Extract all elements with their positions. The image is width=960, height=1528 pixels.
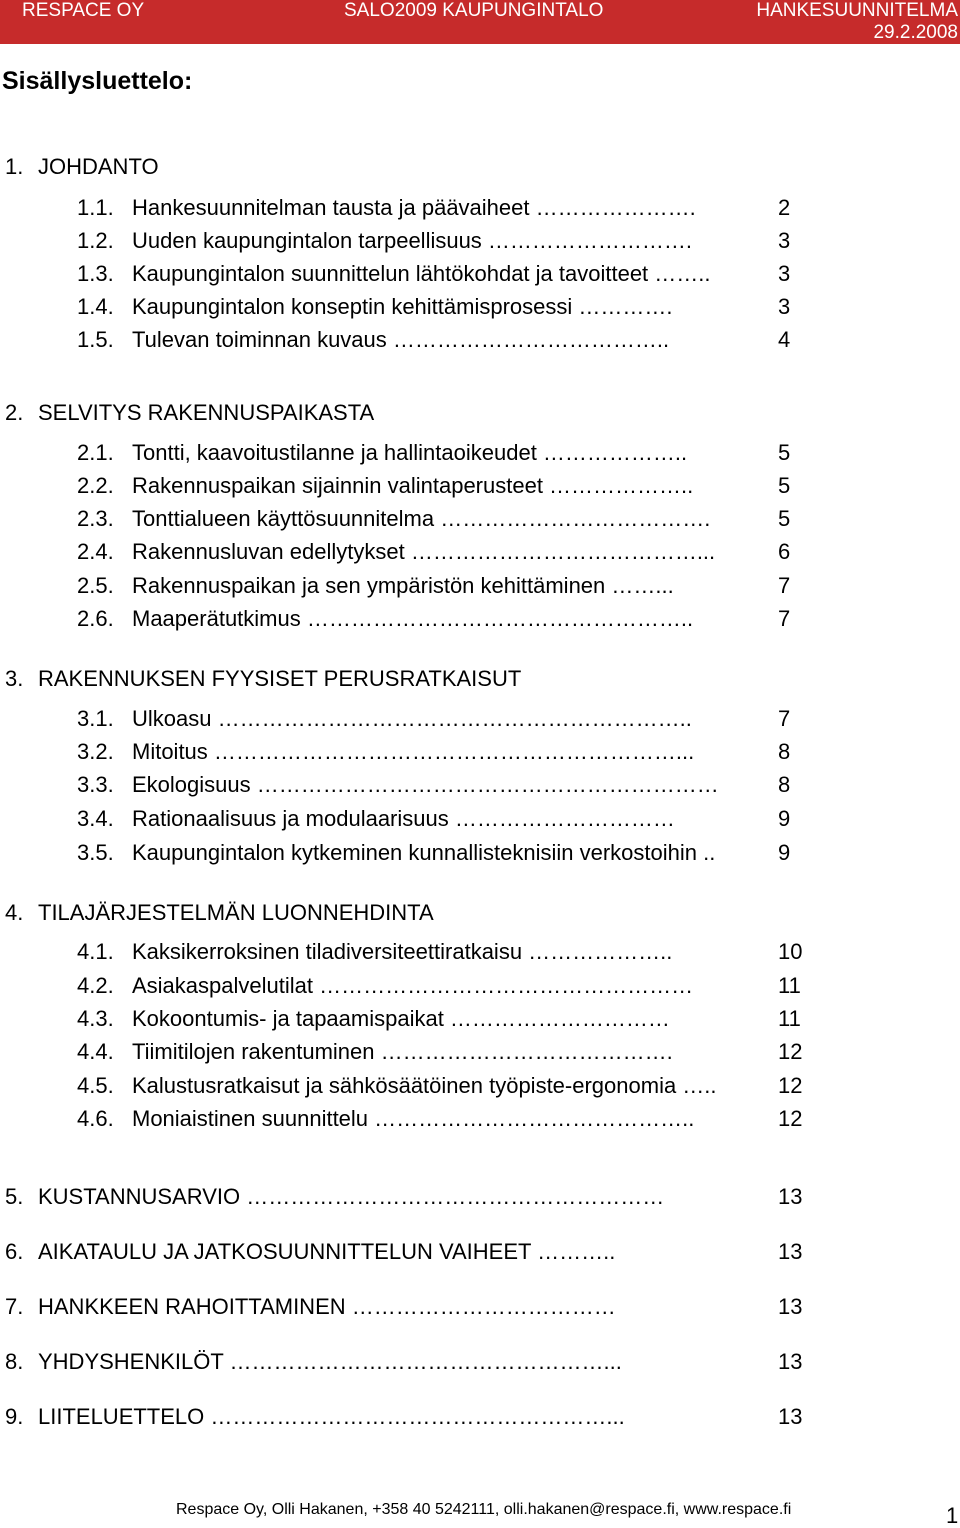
toc-number: 2.5.: [77, 573, 114, 598]
toc-page: 5: [778, 506, 791, 531]
toc-title: TILAJÄRJESTELMÄN LUONNEHDINTA: [38, 900, 434, 925]
toc-title: LIITELUETTELO ………………………………………………...: [38, 1404, 625, 1429]
toc-page: 7: [778, 573, 791, 598]
toc-title: Rakennuspaikan sijainnin valintaperusteet ………………..: [132, 473, 694, 498]
toc-page: 6: [778, 539, 791, 564]
toc-number: 3.1.: [77, 706, 114, 731]
toc-title: Ulkoasu ………………………………………………………..: [132, 706, 692, 731]
toc-title: Tonttialueen käyttösuunnitelma ……………………………….: [132, 506, 711, 531]
header-company: RESPACE OY: [22, 0, 145, 21]
toc-number: 1.3.: [77, 261, 114, 286]
toc-number: 2.4.: [77, 539, 114, 564]
toc-number: 8.: [5, 1349, 24, 1374]
toc-number: 4.6.: [77, 1106, 114, 1131]
toc-number: 4.4.: [77, 1039, 114, 1064]
toc-title: Kalustusratkaisut ja sähkösäätöinen työpiste-ergonomia …..: [132, 1073, 717, 1098]
toc-title: KUSTANNUSARVIO …………………………………………………: [38, 1184, 665, 1209]
toc-number: 1.4.: [77, 294, 114, 319]
toc-title: AIKATAULU JA JATKOSUUNNITTELUN VAIHEET ………..: [38, 1239, 616, 1264]
toc-title: SELVITYS RAKENNUSPAIKASTA: [38, 400, 375, 425]
toc-page: 13: [778, 1349, 803, 1374]
header-project: SALO2009 KAUPUNGINTALO: [344, 0, 604, 21]
toc-title: Moniaistinen suunnittelu ……………………………………..: [132, 1106, 695, 1131]
toc-page: 5: [778, 473, 791, 498]
toc-page: 12: [778, 1039, 803, 1064]
toc-number: 3.3.: [77, 772, 114, 797]
toc-title: Kaksikerroksinen tiladiversiteettiratkaisu ………………..: [132, 939, 673, 964]
toc-page: 8: [778, 772, 791, 797]
toc-title: JOHDANTO: [38, 154, 159, 179]
toc-page: 12: [778, 1106, 803, 1131]
toc-title: Rationaalisuus ja modulaarisuus …………………………: [132, 806, 675, 831]
toc-number: 4.: [5, 900, 24, 925]
toc-number: 4.2.: [77, 973, 114, 998]
toc-number: 2.1.: [77, 440, 114, 465]
toc-page: 3: [778, 294, 791, 319]
toc-page: 12: [778, 1073, 803, 1098]
toc-page: 11: [778, 973, 801, 998]
page-number: 1: [946, 1503, 959, 1528]
toc-number: 4.3.: [77, 1006, 114, 1031]
toc-number: 2.: [5, 400, 24, 425]
page-title: Sisällysluettelo:: [2, 67, 193, 95]
toc-title: HANKKEEN RAHOITTAMINEN ………………………………: [38, 1294, 616, 1319]
toc-title: Kokoontumis- ja tapaamispaikat …………………………: [132, 1006, 670, 1031]
toc-title: Tulevan toiminnan kuvaus ………………………………..: [132, 327, 670, 352]
toc-title: Ekologisuus ………………………………………………………: [132, 772, 719, 797]
toc-number: 1.: [5, 154, 24, 179]
toc-page: 11: [778, 1006, 801, 1031]
toc-page: 13: [778, 1404, 803, 1429]
toc-title: Uuden kaupungintalon tarpeellisuus ……………………….: [132, 228, 693, 253]
toc-number: 4.1.: [77, 939, 114, 964]
toc-title: Kaupungintalon konseptin kehittämisprosessi ………….: [132, 294, 673, 319]
toc-number: 9.: [5, 1404, 24, 1429]
toc-number: 3.5.: [77, 840, 114, 865]
toc-number: 4.5.: [77, 1073, 114, 1098]
toc-page: 8: [778, 739, 791, 764]
toc-number: 5.: [5, 1184, 24, 1209]
toc-number: 3.4.: [77, 806, 114, 831]
toc-title: Kaupungintalon kytkeminen kunnallisteknisiin verkostoihin ..: [132, 840, 716, 865]
toc-number: 2.3.: [77, 506, 114, 531]
page-footer: Respace Oy, Olli Hakanen, +358 40 5242111, olli.hakanen@respace.fi, www.respace.fi: [176, 1501, 792, 1518]
toc-title: Tontti, kaavoitustilanne ja hallintaoikeudet ………………..: [132, 440, 688, 465]
toc-title: Rakennusluvan edellytykset …………………………………...: [132, 539, 716, 564]
toc-page: 7: [778, 706, 791, 731]
toc-title: Maaperätutkimus ……………………………………………..: [132, 606, 694, 631]
toc-page: 3: [778, 261, 791, 286]
toc-number: 7.: [5, 1294, 24, 1319]
header-date: 29.2.2008: [873, 22, 958, 43]
toc-number: 2.2.: [77, 473, 114, 498]
toc-page: 13: [778, 1239, 803, 1264]
toc-number: 1.2.: [77, 228, 114, 253]
toc-title: Kaupungintalon suunnittelun lähtökohdat ja tavoitteet ……..: [132, 261, 711, 286]
toc-page: 3: [778, 228, 791, 253]
toc-title: Asiakaspalvelutilat ……………………………………………: [132, 973, 694, 998]
toc-title: YHDYSHENKILÖT ……………………………………………...: [38, 1349, 622, 1374]
toc-number: 3.: [5, 666, 24, 691]
toc-page: 9: [778, 840, 791, 865]
toc-page: 7: [778, 606, 791, 631]
toc-page: 9: [778, 806, 791, 831]
toc-number: 1.5.: [77, 327, 114, 352]
toc-title: RAKENNUKSEN FYYSISET PERUSRATKAISUT: [38, 666, 522, 691]
toc-number: 1.1.: [77, 195, 114, 220]
toc-page: 10: [778, 939, 803, 964]
toc-title: Tiimitilojen rakentuminen ………………………………….: [132, 1039, 673, 1064]
header-doc-type: HANKESUUNNITELMA: [756, 0, 958, 21]
toc-title: Hankesuunnitelman tausta ja päävaiheet ………………….: [132, 195, 696, 220]
toc-page: 2: [778, 195, 791, 220]
toc-number: 3.2.: [77, 739, 114, 764]
toc-number: 6.: [5, 1239, 24, 1264]
toc-page: 5: [778, 440, 791, 465]
toc-number: 2.6.: [77, 606, 114, 631]
toc-page: 13: [778, 1184, 803, 1209]
toc-page: 13: [778, 1294, 803, 1319]
toc-title: Mitoitus ………………………………………………………...: [132, 739, 695, 764]
toc-page: 4: [778, 327, 791, 352]
toc-title: Rakennuspaikan ja sen ympäristön kehittäminen ……...: [132, 573, 674, 598]
